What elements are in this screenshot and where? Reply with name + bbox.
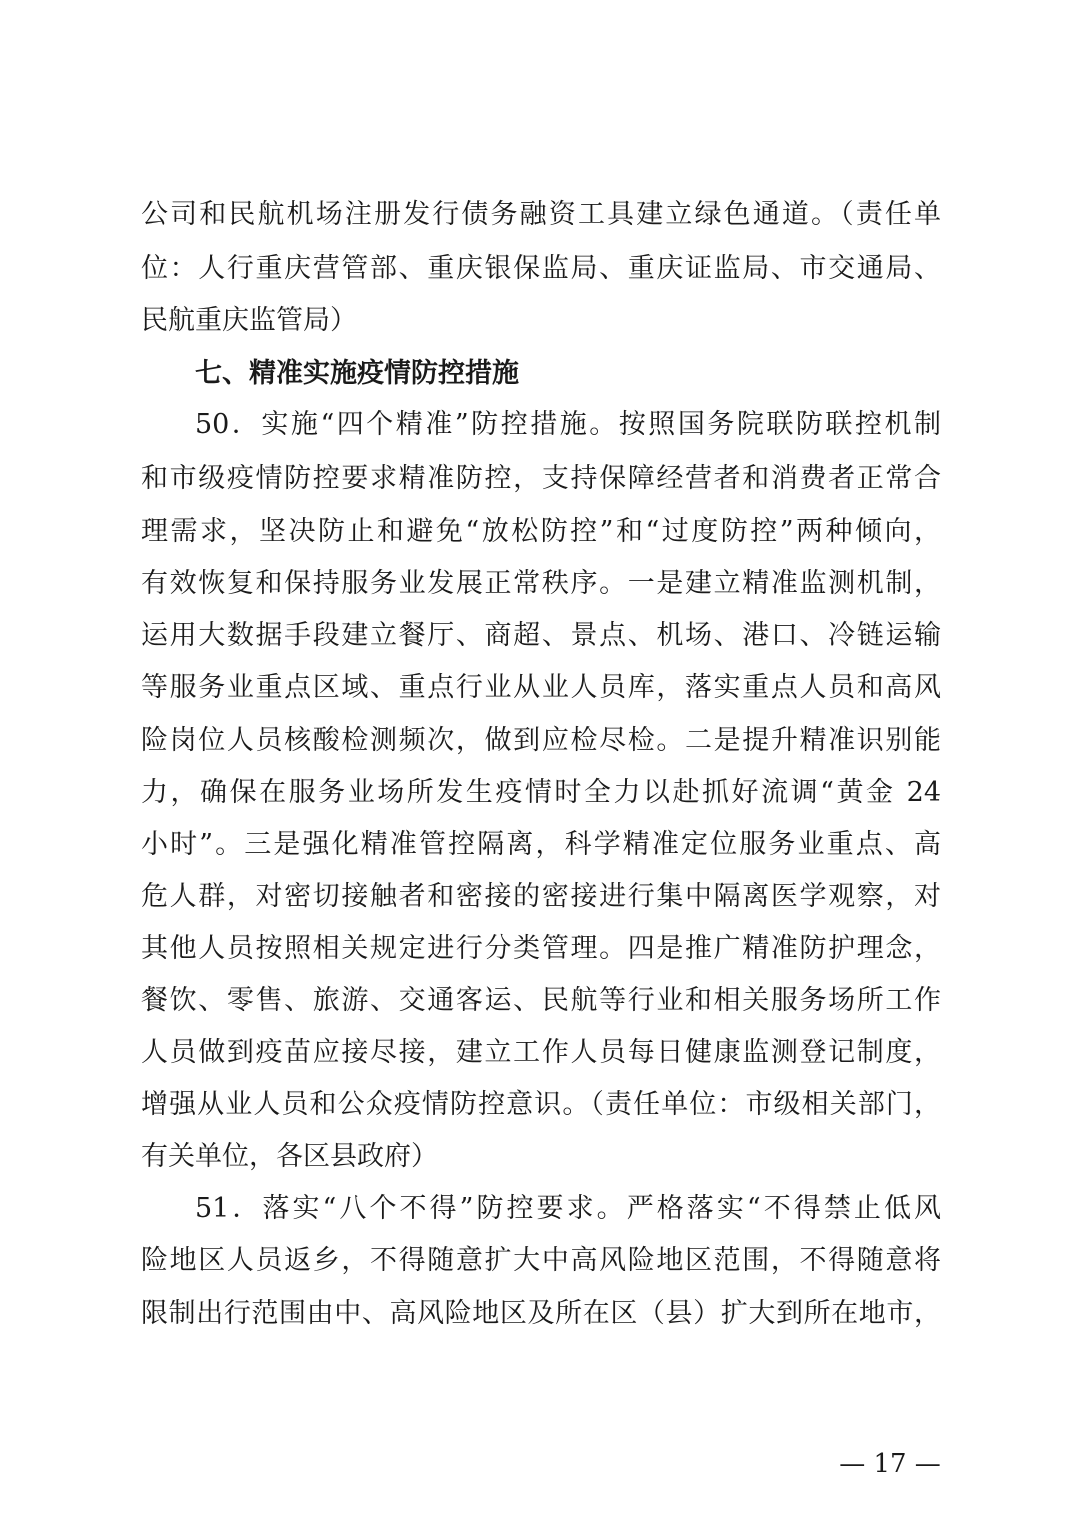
- text-line: 有关单位，各区县政府）: [141, 1141, 438, 1172]
- text-line: 位：人行重庆营管部、重庆银保监局、重庆证监局、市交通局、: [141, 253, 941, 284]
- text-line: 险岗位人员核酸检测频次，做到应检尽检。二是提升精准识别能: [141, 725, 941, 756]
- text-line: 增强从业人员和公众疫情防控意识。（责任单位：市级相关部门，: [141, 1089, 941, 1120]
- text-line: 有效恢复和保持服务业发展正常秩序。一是建立精准监测机制，: [141, 568, 941, 599]
- text-line: 50．实施“四个精准”防控措施。按照国务院联防联控机制: [195, 409, 941, 440]
- text-line: 人员做到疫苗应接尽接，建立工作人员每日健康监测登记制度，: [141, 1037, 941, 1068]
- text-line: 限制出行范围由中、高风险地区及所在区（县）扩大到所在地市，: [141, 1298, 941, 1329]
- text-line: 51．落实“八个不得”防控要求。严格落实“不得禁止低风: [195, 1193, 941, 1224]
- text-line: 民航重庆监管局）: [141, 305, 357, 336]
- text-line: 餐饮、零售、旅游、交通客运、民航等行业和相关服务场所工作: [141, 985, 941, 1016]
- text-line: 和市级疫情防控要求精准防控，支持保障经营者和消费者正常合: [141, 463, 941, 494]
- page-number: — 17 —: [839, 1449, 941, 1479]
- text-line: 力，确保在服务业场所发生疫情时全力以赴抓好流调“黄金 24: [141, 777, 941, 808]
- text-line: 小时”。三是强化精准管控隔离，科学精准定位服务业重点、高: [141, 829, 941, 860]
- text-line: 公司和民航机场注册发行债务融资工具建立绿色通道。（责任单: [141, 199, 941, 230]
- text-line: 运用大数据手段建立餐厅、商超、景点、机场、港口、冷链运输: [141, 620, 941, 651]
- text-line: 危人群，对密切接触者和密接的密接进行集中隔离医学观察，对: [141, 881, 941, 912]
- text-line: 理需求，坚决防止和避免“放松防控”和“过度防控”两种倾向，: [141, 516, 941, 547]
- text-line: 其他人员按照相关规定进行分类管理。四是推广精准防护理念，: [141, 933, 941, 964]
- text-line: 等服务业重点区域、重点行业从业人员库，落实重点人员和高风: [141, 672, 941, 703]
- section-heading: 七、精准实施疫情防控措施: [195, 358, 519, 389]
- text-line: 险地区人员返乡，不得随意扩大中高风险地区范围，不得随意将: [141, 1245, 941, 1276]
